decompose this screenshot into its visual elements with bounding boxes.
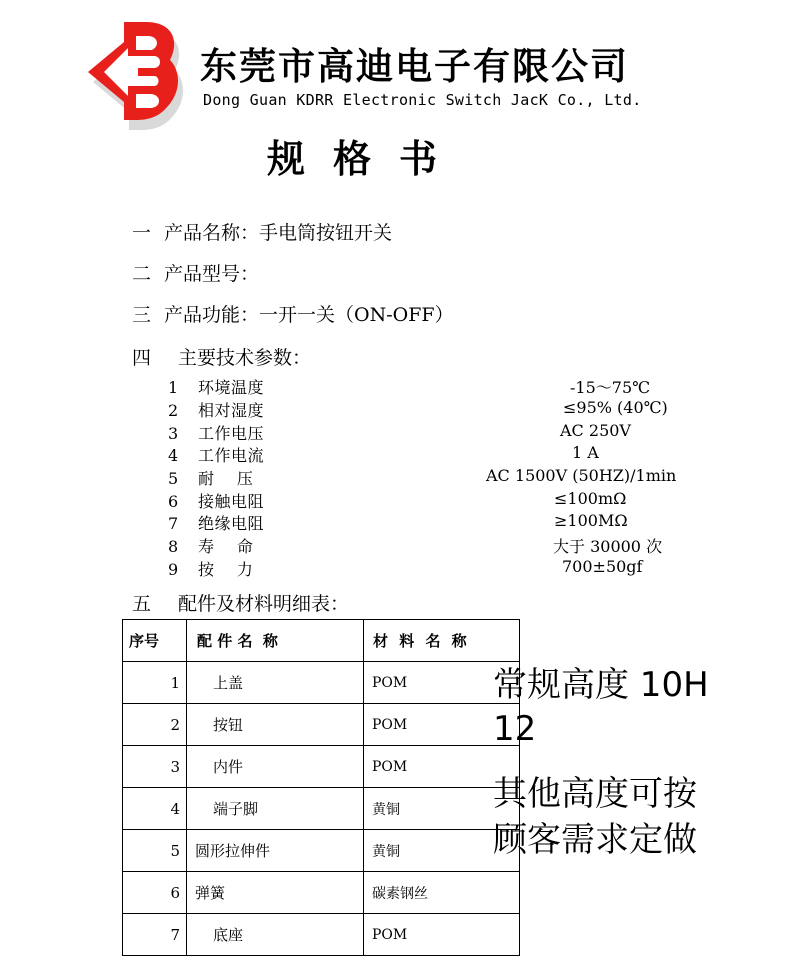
side-note-custom-line2: 顾客需求定做 <box>493 820 697 860</box>
part-name: 上盖 <box>187 662 364 704</box>
param-value: 1 A <box>572 443 599 462</box>
row-number: 4 <box>123 788 187 830</box>
document-title: 规格书 <box>267 136 466 181</box>
param-number: 3 <box>168 424 179 443</box>
material-name: 黄铜 <box>364 830 520 872</box>
param-number: 9 <box>168 560 179 579</box>
side-note-height-line2: 12 <box>493 709 537 749</box>
param-value: 大于 30000 次 <box>553 537 663 556</box>
param-number: 6 <box>168 492 179 511</box>
param-value: ≥100MΩ <box>554 511 628 530</box>
section-number: 五 <box>132 593 152 615</box>
row-number: 6 <box>123 872 187 914</box>
param-number: 2 <box>168 401 179 420</box>
parts-materials-table <box>122 619 520 956</box>
table-header-row <box>123 620 520 662</box>
param-name: 相对湿度 <box>198 401 265 420</box>
param-row <box>168 511 318 534</box>
section-text: 主要技术参数： <box>178 347 312 369</box>
param-value: ≤95% (40℃) <box>563 398 668 417</box>
table-row <box>123 662 520 704</box>
param-row <box>168 421 318 444</box>
param-row <box>168 534 318 557</box>
side-note-height-line1: 常规高度 10H <box>493 665 709 705</box>
row-number: 7 <box>123 914 187 956</box>
param-row <box>168 443 318 466</box>
row-number: 3 <box>123 746 187 788</box>
table-row <box>123 830 520 872</box>
param-value: ≤100mΩ <box>554 489 627 508</box>
param-row <box>168 375 318 398</box>
table-row <box>123 704 520 746</box>
row-number: 1 <box>123 662 187 704</box>
row-number: 5 <box>123 830 187 872</box>
part-name: 端子脚 <box>187 788 364 830</box>
param-name: 绝缘电阻 <box>198 514 265 533</box>
param-number: 7 <box>168 514 179 533</box>
table-row <box>123 914 520 956</box>
section-parts-list <box>132 589 349 616</box>
section-number: 四 <box>132 347 152 369</box>
material-name: POM <box>364 914 520 956</box>
part-name: 弹簧 <box>187 872 364 914</box>
part-name: 底座 <box>187 914 364 956</box>
company-name-cn: 东莞市高迪电子有限公司 <box>200 45 629 88</box>
param-number: 4 <box>168 446 179 465</box>
section-product-model <box>132 259 259 286</box>
table-row <box>123 788 520 830</box>
param-name: 工作电压 <box>198 424 265 443</box>
row-number: 2 <box>123 704 187 746</box>
kdrr-logo-icon <box>76 14 188 136</box>
column-header-no: 序号 <box>123 620 187 662</box>
section-text: 产品功能：一开一关（ON-OFF） <box>164 304 454 326</box>
param-name: 工作电流 <box>198 446 265 465</box>
section-tech-params <box>132 343 311 370</box>
param-row <box>168 557 318 580</box>
param-row <box>168 398 318 421</box>
column-header-part: 配 件 名 称 <box>187 620 364 662</box>
section-text: 配件及材料明细表： <box>178 593 350 615</box>
section-text: 产品型号： <box>164 263 260 285</box>
param-value: -15～75℃ <box>570 378 651 397</box>
material-name: POM <box>364 746 520 788</box>
section-number: 一 <box>132 222 152 244</box>
side-note-custom-line1: 其他高度可按 <box>493 774 697 814</box>
param-value: AC 1500V (50HZ)/1min <box>486 466 677 485</box>
section-number: 二 <box>132 263 152 285</box>
param-name: 按 力 <box>198 560 254 579</box>
part-name: 圆形拉伸件 <box>187 830 364 872</box>
part-name: 内件 <box>187 746 364 788</box>
param-name: 耐 压 <box>198 469 254 488</box>
material-name: POM <box>364 662 520 704</box>
section-product-name <box>132 218 392 245</box>
param-name: 接触电阻 <box>198 492 265 511</box>
material-name: 黄铜 <box>364 788 520 830</box>
material-name: 碳素钢丝 <box>364 872 520 914</box>
table-row <box>123 872 520 914</box>
table-row <box>123 746 520 788</box>
param-name: 寿 命 <box>198 537 254 556</box>
param-value: 700±50gf <box>562 557 643 576</box>
section-number: 三 <box>132 304 152 326</box>
param-row <box>168 489 318 512</box>
param-number: 8 <box>168 537 179 556</box>
param-row <box>168 466 318 489</box>
param-number: 5 <box>168 469 179 488</box>
param-name: 环境温度 <box>198 378 265 397</box>
param-number: 1 <box>168 378 179 397</box>
company-name-en: Dong Guan KDRR Electronic Switch JacK Co., Ltd. <box>203 91 642 109</box>
section-product-function <box>132 300 454 327</box>
column-header-material: 材 料 名 称 <box>364 620 520 662</box>
param-value: AC 250V <box>560 421 631 440</box>
part-name: 按钮 <box>187 704 364 746</box>
section-text: 产品名称：手电筒按钮开关 <box>164 222 393 244</box>
material-name: POM <box>364 704 520 746</box>
